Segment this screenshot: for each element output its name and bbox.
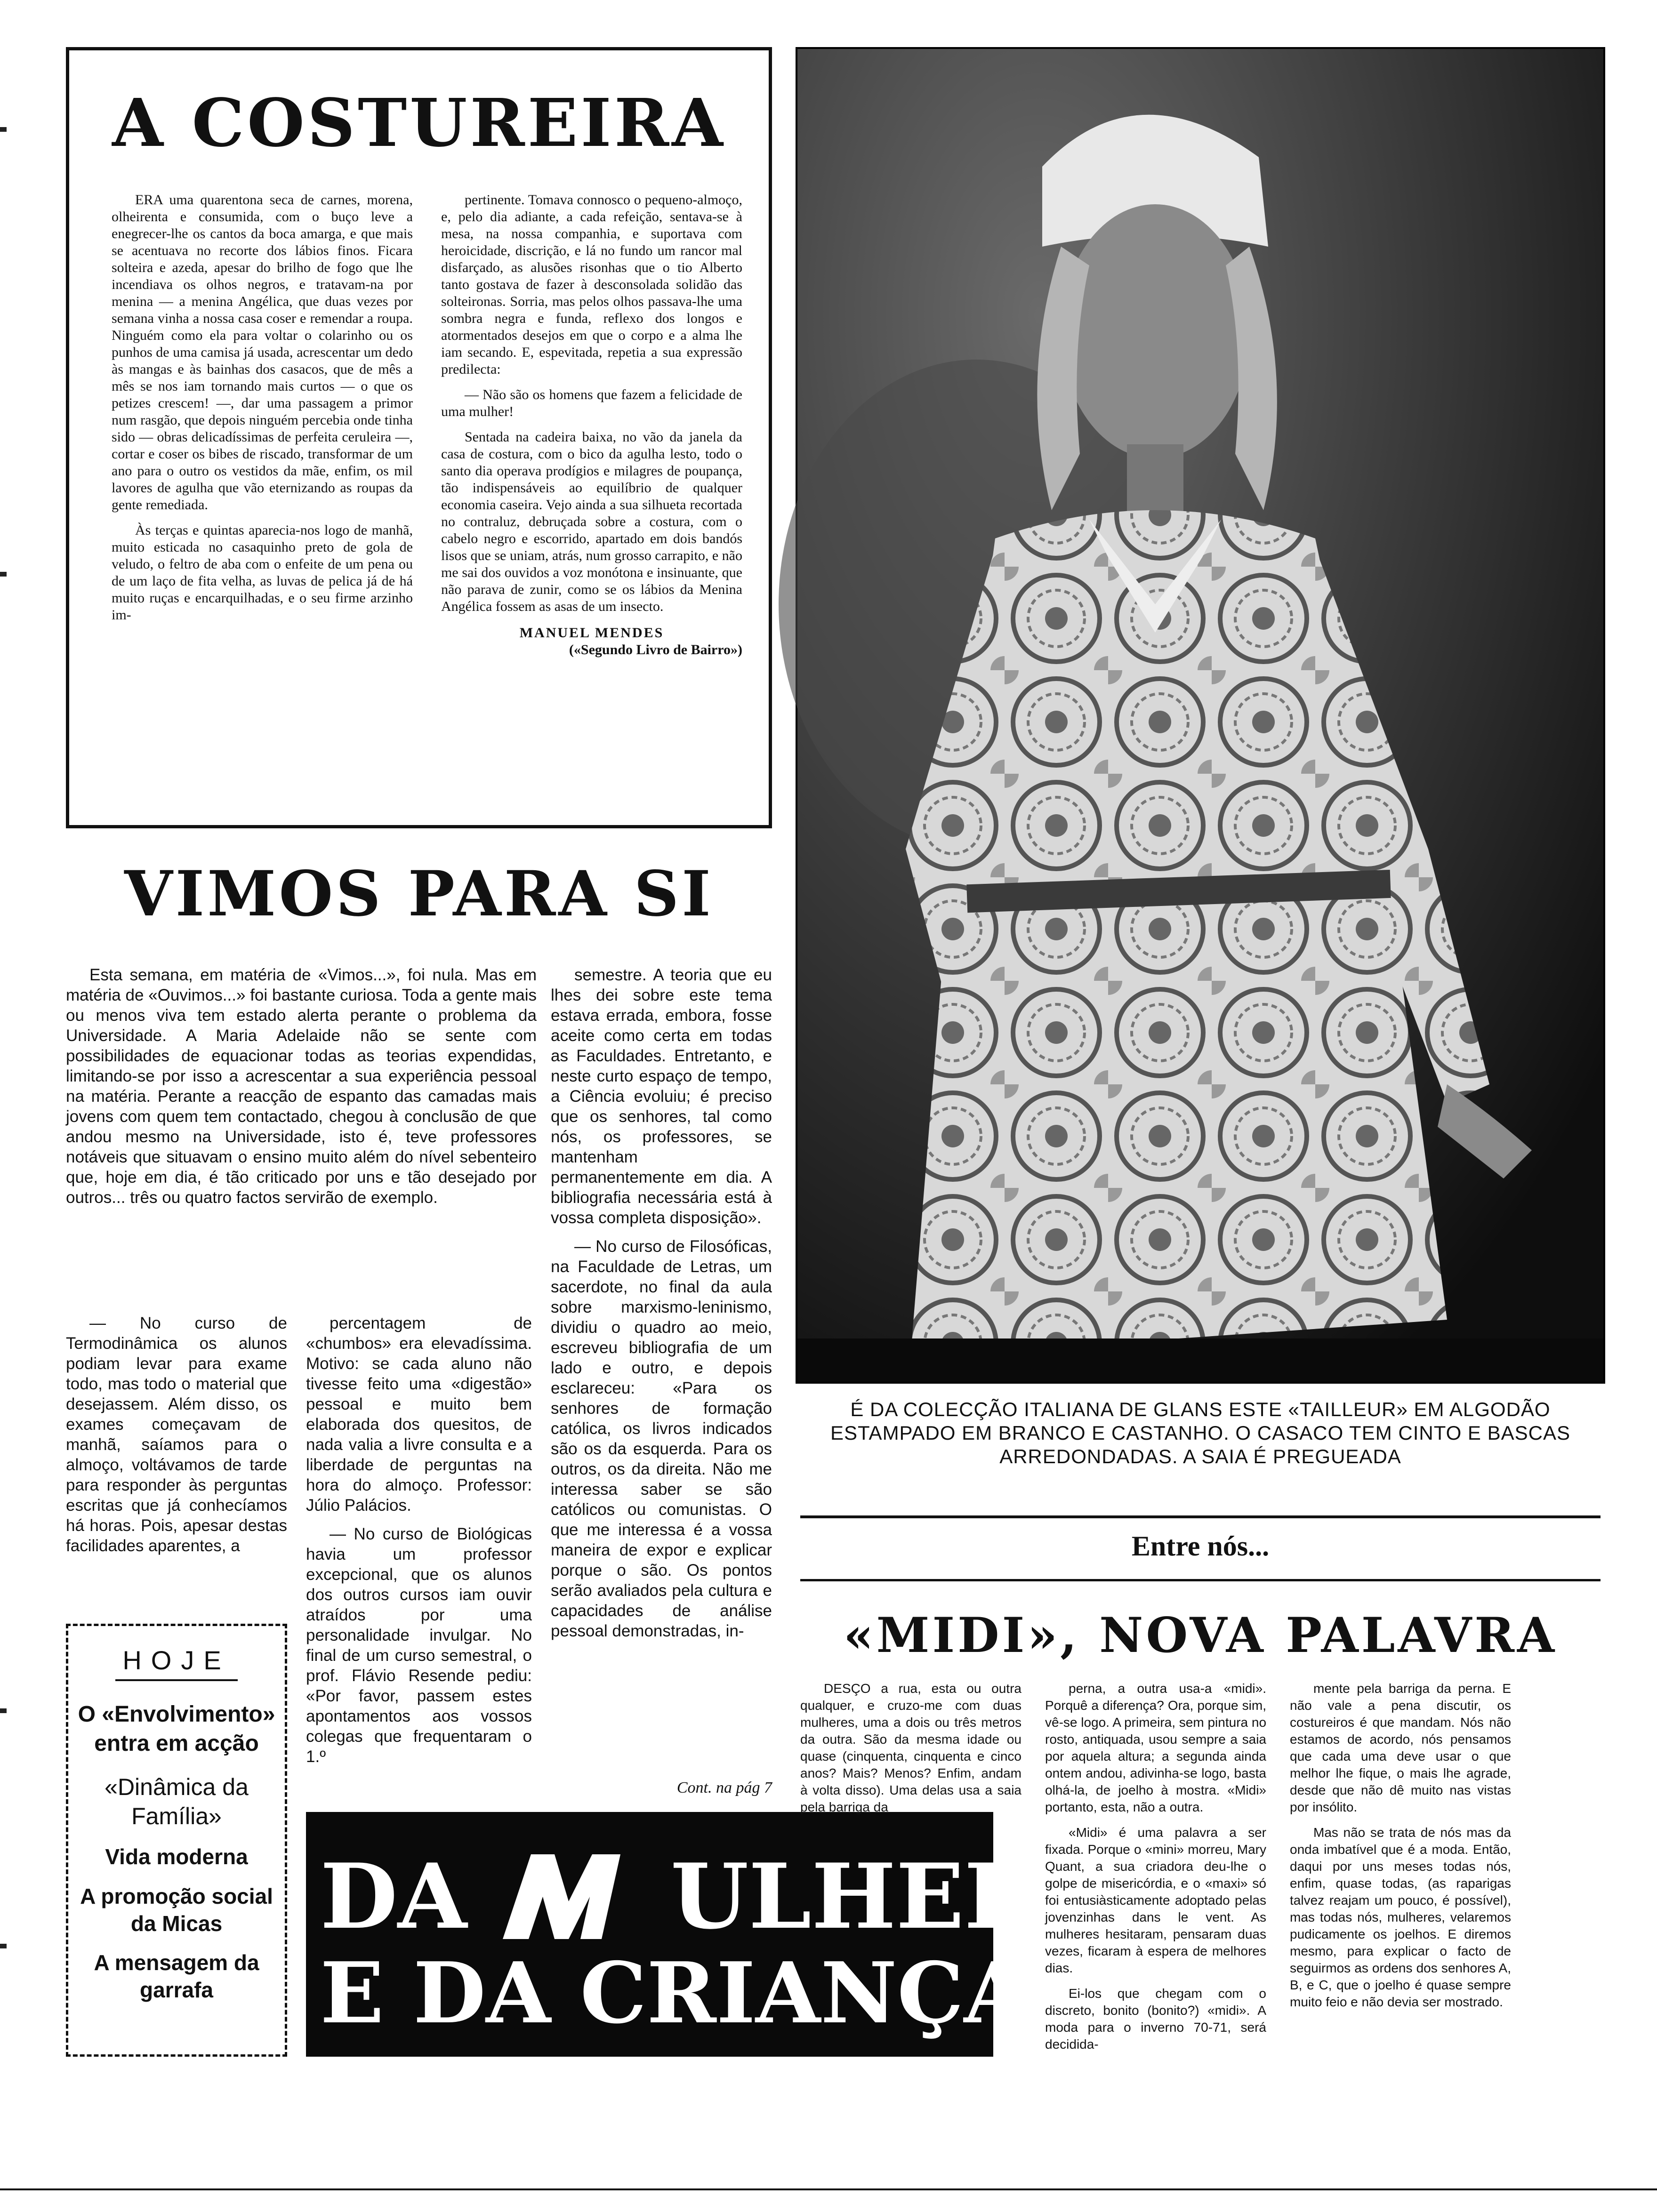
masthead-m-logo <box>498 1850 639 1944</box>
margin-mark <box>0 572 7 577</box>
continued-note: Cont. na pág 7 <box>676 1779 772 1796</box>
paragraph: DESÇO a rua, esta ou outra qualquer, e cruzo-me com duas mulheres, uma a dois ou três metros da outra. São da mesma idade ou quase (cinquenta, cinquenta e cinco anos? Mais? Menos? Enfim, andam à volta disso). Uma delas usa a saia pela barriga da <box>800 1681 1022 1814</box>
paragraph: — No curso de Termodinâmica os alunos podiam levar para exame todo, mas todo o material que desejassem. Além disso, os exames começavam de manhã, saíamos para o almoço, voltávamos de tarde para responder às perguntas escritas que já conhecíamos há horas. Pois, apesar destas facilidades aparentes, a <box>66 1314 287 1555</box>
costureira-title: A COSTUREIRA <box>112 85 726 162</box>
rule-bottom <box>800 1579 1601 1581</box>
hoje-item: Vida moderna <box>105 1844 248 1869</box>
hoje-item: «Dinâmica da Família» <box>105 1774 249 1829</box>
model-figure <box>797 49 1603 1382</box>
masthead-ulher: ULHER <box>670 1844 1039 1949</box>
hoje-item: A mensagem da garrafa <box>94 1950 259 2002</box>
paragraph: pertinente. Tomava connosco o pequeno-almoço, e, pelo dia adiante, a cada refeição, sentava-se à mesa, na nossa companhia, e suportava com heroicidade, discrição, e lá no fundo um rancor mal disfarçado, as alusões risonhas que o tio Alberto tanto gostava de fazer à desconsolada solidão das solteironas. Sorria, mas pelos olhos passava-lhe uma sombra negra e funda, reflexo dos longos e atormentados desejos em que o corpo e a alma lhe iam secando. E, espevitada, repetia a sua expressão predilecta: <box>441 192 742 377</box>
midi-column-2 <box>1045 1680 1266 2104</box>
hoje-item: O «Envolvimento» entra em acção <box>78 1702 275 1756</box>
paragraph: Mas não se trata de nós mas da onda imbatível que é a moda. Então, daqui por uns meses todas nós, enfim, quase todas, (as raparigas talvez reajam um pouco, é possível), mas todas nós, mulheres, velaremos pudicamente os joelhos. E diremos mesmo, para explicar o facto de seguirmos as ordens dos senhores A, B, e C, que o joelho é quase sempre muito feio e não devia ser mostrado. <box>1290 1825 1511 2009</box>
vimos-title: VIMOS PARA SI <box>124 858 714 930</box>
masthead <box>306 1812 1039 2057</box>
paragraph: Esta semana, em matéria de «Vimos...», foi nula. Mas em matéria de «Ouvimos...» foi bastante curiosa. Toda a gente mais ou menos viva tem estado alerta perante o problema da Universidade. A Maria Adelaide não se sente com possibilidades de equacionar todas as teorias expendidas, limitando-se por isso a acrescentar a sua experiência pessoal na matéria. Perante a reacção de espanto das camadas mais jovens com quem tem contactado, chegou à conclusão de que andou mesmo na Universidade, isto é, teve professores notáveis que situavam o ensino muito além do nível sebenteiro que, hoje em dia, é tão criticado por uns e tão desejado por outros... três ou quatro factos servirão de exemplo. <box>66 966 537 1207</box>
paragraph: semestre. A teoria que eu lhes dei sobre este tema estava errada, embora, fosse aceite como certa em todas as Faculdades. Entretanto, e neste curto espaço de tempo, a Ciência evoluiu; é preciso que os senhores, tal como nós, os professores, se mantenham permanentemente em dia. A bibliografia necessária está à vossa completa disposição». <box>551 966 772 1227</box>
entre-label: Entre nós... <box>1131 1531 1270 1562</box>
midi-column-1 <box>800 1680 1022 1814</box>
vimos-column-a <box>66 1313 287 1577</box>
midi-column-3 <box>1290 1680 1511 2104</box>
paragraph: mente pela barriga da perna. E não vale a pena discutir, os costureiros é que mandam. Nós não estamos de acordo, nós pensamos que cada uma deve usar o que melhor lhe fique, o mais lhe agrade, desde que não dê muito nas vistas por insólito. <box>1290 1681 1511 1814</box>
paragraph: — Não são os homens que fazem a felicidade de uma mulher! <box>441 387 742 419</box>
author-name: MANUEL MENDES <box>519 625 664 641</box>
costureira-box <box>66 47 772 828</box>
fashion-photo <box>796 47 1605 1384</box>
margin-mark <box>0 127 7 132</box>
hoje-heading: HOJE <box>115 1645 238 1681</box>
author-source: («Segundo Livro de Bairro») <box>569 642 742 657</box>
vimos-intro <box>66 965 537 1308</box>
paragraph: — No curso de Filosóficas, na Faculdade de Letras, um sacerdote, no final da aula sobre marxismo-leninismo, dividiu o quadro ao meio, escreveu bibliografia de um lado e outro, e depois esclareceu: «Para os senhores de formação católica, os livros indicados são os da esquerda. Para os outros, os da direita. Não me interessa saber se são católicos ou comunistas. O que me interessa é a vossa maneira de expor e explicar porque o são. Os pontos serão avaliados pela cultura e capacidades de análise pessoal demonstradas, in- <box>551 1237 772 1640</box>
paragraph: percentagem de «chumbos» era elevadíssima. Motivo: se cada aluno não tivesse feito uma «digestão» pessoal e muito bem elaborada dos quesitos, de nada valia a livre consulta e a liberdade de perguntas na hora do almoço. Professor: Júlio Palácios. <box>306 1314 532 1515</box>
page-bottom-rule <box>0 2188 1657 2190</box>
hoje-item: A promoção social da Micas <box>80 1884 273 1936</box>
margin-mark <box>0 1944 7 1948</box>
rule-top <box>800 1515 1601 1518</box>
margin-mark <box>0 1708 7 1713</box>
paragraph: Às terças e quintas aparecia-nos logo de manhã, muito esticada no casaquinho preto de gola de veludo, o feltro de aba com o enfeite de um pena ou de um laço de fita velha, as luvas de pelica já de há muito ruças e encarquilhadas, e o seu firme arzinho im- <box>112 522 413 623</box>
paragraph: perna, a outra usa-a «midi». Porquê a diferença? Ora, porque sim, vê-se logo. A primeira, sem pintura no rosto, antiquada, usou sempre a saia por aquela altura; a segunda ainda ontem andou, adivinha-se logo, basta olhá-la, de joelho à mostra. «Midi» portanto, esta, não a outra. <box>1045 1681 1267 1814</box>
paragraph: Sentada na cadeira baixa, no vão da janela da casa de costura, com o bico da agulha lesto, todo o santo dia operava prodígios e milagres de poupança, tão indispensáveis ao equilíbrio de qualquer economia caseira. Vejo ainda a sua silhueta recortada no contraluz, debruçada sobre a costura, com o cabelo negro e escorrido, apartado em dois bandós lisos que se uniam, atrás, num grosso carrapito, e não me sai dos ouvidos a voz monótona e insinuante, que não parava de zunir, como se os lábios da Menina Angélica fossem as asas de um insecto. <box>441 429 742 614</box>
vimos-column-b <box>306 1313 532 1784</box>
costureira-column-1 <box>112 192 413 813</box>
paragraph: — No curso de Biológicas havia um professor excepcional, que os alunos dos outros cursos iam ouvir atraídos por uma personalidade invulgar. No final de um curso semestral, o prof. Flávio Resende pediu: «Por favor, passem estes apontamentos aos vossos colegas que frequentaram o 1.º <box>306 1525 532 1766</box>
masthead-line-2: E DA CRIANÇA <box>320 1944 1029 2042</box>
paragraph: Ei-los que chegam com o discreto, bonito (bonito?) «midi». A moda para o inverno 70-71, será decidida- <box>1045 1986 1266 2052</box>
paragraph: ERA uma quarentona seca de carnes, morena, olheirenta e consumida, com o buço leve a enegrecer-lhe os cantos da boca amarga, e que mais se acentuava no recorte dos lábios finos. Ficara solteira e azeda, apesar do brilho de fogo que lhe incendiava os olhos negros, e tratavam-na por menina — a menina Angélica, que duas vezes por semana vinha a nossa casa coser e remendar a roupa. Ninguém como ela para voltar o colarinho ou os punhos de uma camisa já usada, acrescentar um dedo às mangas e às bainhas dos casacos, que de mês a mês se nos iam tornando mais curtos — o que os petizes crescem! —, dar uma passagem a primor num rasgão, que depois ninguém percebia onde tinha sido — obras delicadíssimas de perfeita ceruleira —, cortar e coser os bibes de riscado, transformar de um ano para o outro os vestidos da mãe, enfim, os mil lavores de agulha que vão eternizando as roupas da gente remediada. <box>112 192 413 513</box>
midi-title: «MIDI», NOVA PALAVRA <box>843 1607 1558 1664</box>
vimos-column-c <box>551 965 772 1765</box>
costureira-column-2 <box>441 192 742 813</box>
masthead-line-1 <box>320 1844 1039 1949</box>
paragraph: «Midi» é uma palavra a ser fixada. Porque o «mini» morreu, Mary Quant, a sua criadora deu-lhe o golpe de misericórdia, e o «maxi» só foi entusiàsticamente adoptado pelas jovenzinhas dans le vent. As mulheres hesitaram, pensaram duas vezes, ficaram à espera de melhores dias. <box>1045 1825 1266 1975</box>
masthead-da: DA <box>320 1844 467 1949</box>
stylized-m-icon <box>498 1850 639 1944</box>
hoje-box <box>66 1624 287 2057</box>
photo-caption: É DA COLECÇÃO ITALIANA DE GLANS ESTE «TAILLEUR» EM ALGODÃO ESTAMPADO EM BRANCO E CASTANHO. O CASACO TEM CINTO E BASCAS ARREDONDADAS. A SAIA É PREGUEADA <box>830 1398 1571 1467</box>
